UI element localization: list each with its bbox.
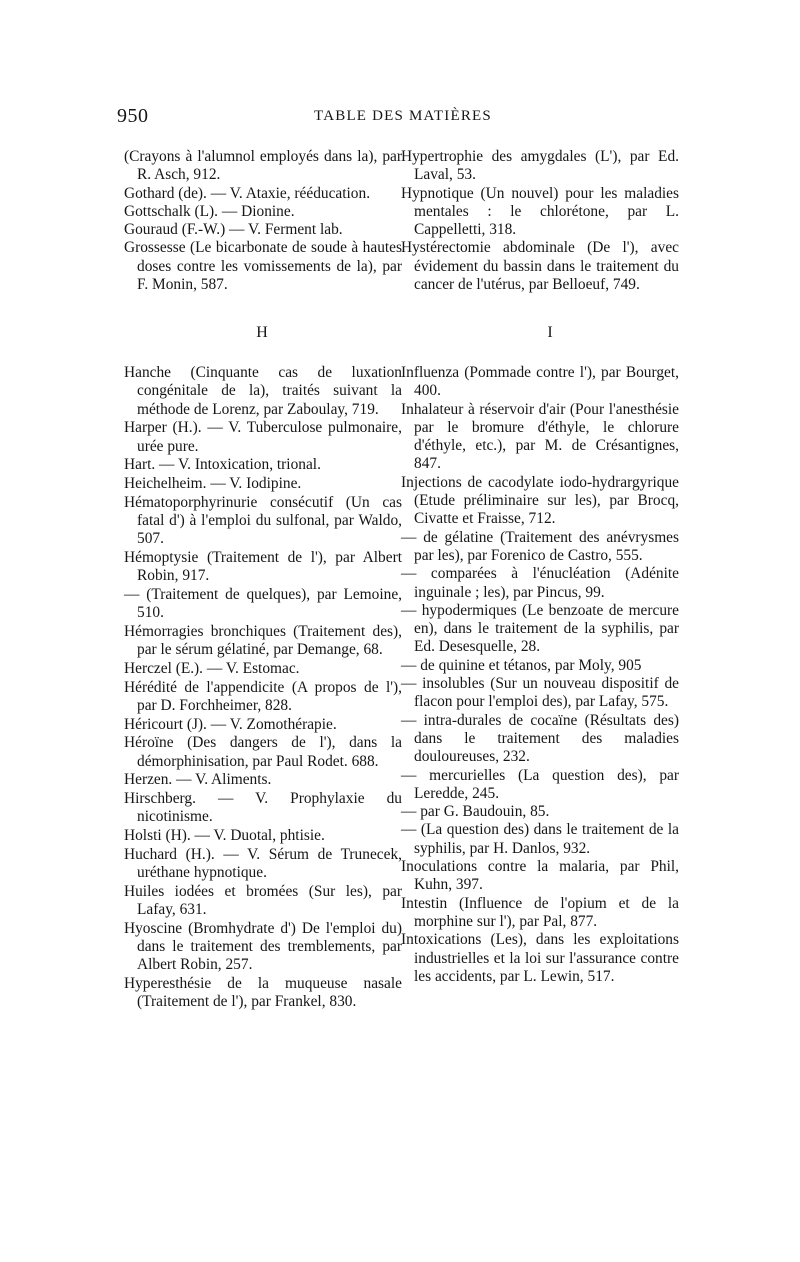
entry-text: — (La question des) dans le traitement de la syphilis, par H. Danlos, 932.: [401, 821, 679, 857]
index-entry: [401, 712, 679, 767]
top-left-column: [124, 148, 402, 294]
entry-text: — (Traitement de quelques), par Lemoine, 510.: [124, 585, 402, 622]
index-entry: [124, 148, 402, 185]
index-entry: [124, 883, 402, 920]
index-entry: [124, 771, 402, 789]
index-entry: [124, 203, 402, 221]
entry-text: — comparées à l'énucléation (Adénite inguinale ; les), par Pincus, 99.: [401, 565, 679, 601]
entry-text: Hémoptysie (Traitement de l'), par Albert Robin, 917.: [124, 548, 402, 585]
entry-text: Harper (H.). — V. Tuberculose pulmonaire, urée pure.: [124, 419, 402, 455]
entry-text: — intra-durales de cocaïne (Résultats des) dans le traitement des maladies douloureuses, 232.: [401, 711, 679, 766]
index-entry: [124, 790, 402, 827]
entry-text: Gottschalk (L). — Dionine.: [124, 202, 295, 220]
entry-text: Intoxications (Les), dans les exploitations industrielles et la loi sur l'assurance contre les accidents, par L. Lewin, 517.: [401, 931, 679, 985]
index-entry: [401, 821, 679, 858]
section-i-column: [401, 364, 679, 986]
index-entry: [124, 419, 402, 456]
entry-text: Hématoporphyrinurie consécutif (Un cas fatal d') à l'emploi du sulfonal, par Waldo, 507.: [124, 493, 402, 548]
index-entry: [124, 185, 402, 203]
entry-text: Herzen. — V. Aliments.: [124, 771, 272, 789]
entry-text: Grossesse (Le bicarbonate de soude à hautes doses contre les vomissements de la), par F. Monin, 587.: [124, 239, 402, 294]
index-entry: [124, 364, 402, 419]
entry-text: Hypertrophie des amygdales (L'), par Ed. Laval, 53.: [401, 148, 679, 184]
entry-text: Gothard (de). — V. Ataxie, rééducation.: [124, 184, 371, 202]
index-entry: [124, 846, 402, 883]
entry-text: Gouraud (F.-W.) — V. Ferment lab.: [124, 221, 343, 239]
entry-text: — insolubles (Sur un nouveau dispositif de flacon pour l'emploi des), par Lafay, 575.: [401, 675, 679, 711]
entry-text: Huchard (H.). — V. Sérum de Trunecek, uréthane hypnotique.: [124, 845, 402, 881]
index-entry: [124, 920, 402, 975]
entry-text: Huiles iodées et bromées (Sur les), par Lafay, 631.: [124, 882, 402, 918]
index-entry: [401, 767, 679, 804]
index-entry: [124, 679, 402, 716]
entry-text: Heichelheim. — V. Iodipine.: [124, 474, 302, 492]
section-heading-i: I: [547, 324, 553, 341]
index-entry: [401, 239, 679, 294]
entry-text: Herczel (E.). — V. Estomac.: [124, 659, 300, 677]
index-entry: [124, 975, 402, 1012]
entry-text: Hanche (Cinquante cas de luxation congénitale de la), traités suivant la méthode de Lorenz, par Zaboulay, 719.: [124, 364, 402, 418]
index-entry: [401, 565, 679, 602]
section-heading-h: H: [256, 324, 268, 341]
index-entry: [401, 148, 679, 185]
index-entry: [401, 529, 679, 566]
entry-text: Hystérectomie abdominale (De l'), avec évidement du bassin dans le traitement du cancer de l'utérus, par Belloeuf, 749.: [401, 239, 679, 294]
page-number: 950: [117, 105, 149, 127]
entry-text: Influenza (Pommade contre l'), par Bourget, 400.: [401, 364, 679, 400]
index-entry: [124, 623, 402, 660]
index-entry: [401, 185, 679, 240]
index-entry: [401, 895, 679, 932]
entry-text: Hyperesthésie de la muqueuse nasale (Traitement de l'), par Frankel, 830.: [124, 974, 402, 1011]
entry-text: — par G. Baudouin, 85.: [401, 803, 550, 821]
entry-text: Hart. — V. Intoxication, trional.: [124, 456, 321, 474]
index-entry: [401, 364, 679, 401]
entry-text: Intestin (Influence de l'opium et de la morphine sur l'), par Pal, 877.: [401, 894, 679, 930]
index-entry: [124, 221, 402, 239]
index-entry: [124, 456, 402, 474]
index-entry: [401, 858, 679, 895]
index-entry: [124, 586, 402, 623]
index-entry: [124, 660, 402, 678]
entry-text: Inhalateur à réservoir d'air (Pour l'anesthésie par le bromure d'éthyle, le chlorure d'éthyle, etc.), par M. de Crésantignes, 847.: [401, 400, 679, 473]
index-entry: [401, 657, 679, 675]
running-title: TABLE DES MATIÈRES: [314, 108, 492, 124]
entry-text: — de quinine et tétanos, par Moly, 905: [401, 656, 642, 674]
entry-text: Injections de cacodylate iodo-hydrargyrique (Etude préliminaire sur les), par Brocq, Civatte et Fraisse, 712.: [401, 473, 679, 528]
running-header: [117, 105, 689, 129]
entry-text: — hypodermiques (Le benzoate de mercure en), dans le traitement de la syphilis, par Ed. Desesquelle, 28.: [401, 601, 679, 656]
index-entry: [401, 401, 679, 474]
entry-text: Holsti (H). — V. Duotal, phtisie.: [124, 826, 325, 844]
entry-text: (Crayons à l'alumnol employés dans la), par R. Asch, 912.: [124, 148, 402, 184]
index-entry: [124, 716, 402, 734]
index-entry: [124, 827, 402, 845]
index-entry: [124, 494, 402, 549]
entry-text: Inoculations contre la malaria, par Phil, Kuhn, 397.: [401, 858, 679, 894]
entry-text: Hypnotique (Un nouvel) pour les maladies mentales : le chlorétone, par L. Cappelletti, 318.: [401, 184, 679, 239]
index-entry: [401, 931, 679, 986]
index-entry: [124, 549, 402, 586]
index-entry: [401, 474, 679, 529]
index-entry: [401, 602, 679, 657]
index-entry: [124, 475, 402, 493]
entry-text: Héricourt (J). — V. Zomothérapie.: [124, 715, 337, 733]
section-h-column: [124, 364, 402, 1012]
entry-text: Héroïne (Des dangers de l'), dans la démorphinisation, par Paul Rodet. 688.: [124, 734, 402, 770]
entry-text: Hirschberg. — V. Prophylaxie du nicotinisme.: [124, 789, 402, 826]
index-entry: [401, 803, 679, 821]
index-entry: [124, 734, 402, 771]
index-entry: [124, 239, 402, 294]
index-entry: [401, 675, 679, 712]
entry-text: — de gélatine (Traitement des anévrysmes par les), par Forenico de Castro, 555.: [401, 528, 679, 564]
entry-text: Hémorragies bronchiques (Traitement des), par le sérum gélatiné, par Demange, 68.: [124, 622, 402, 659]
entry-text: — mercurielles (La question des), par Leredde, 245.: [401, 766, 679, 802]
top-right-column: [401, 148, 679, 294]
entry-text: Hyoscine (Bromhydrate d') De l'emploi du) dans le traitement des tremblements, par Albert Robin, 257.: [124, 919, 402, 974]
entry-text: Hérédité de l'appendicite (A propos de l'), par D. Forchheimer, 828.: [124, 678, 402, 714]
